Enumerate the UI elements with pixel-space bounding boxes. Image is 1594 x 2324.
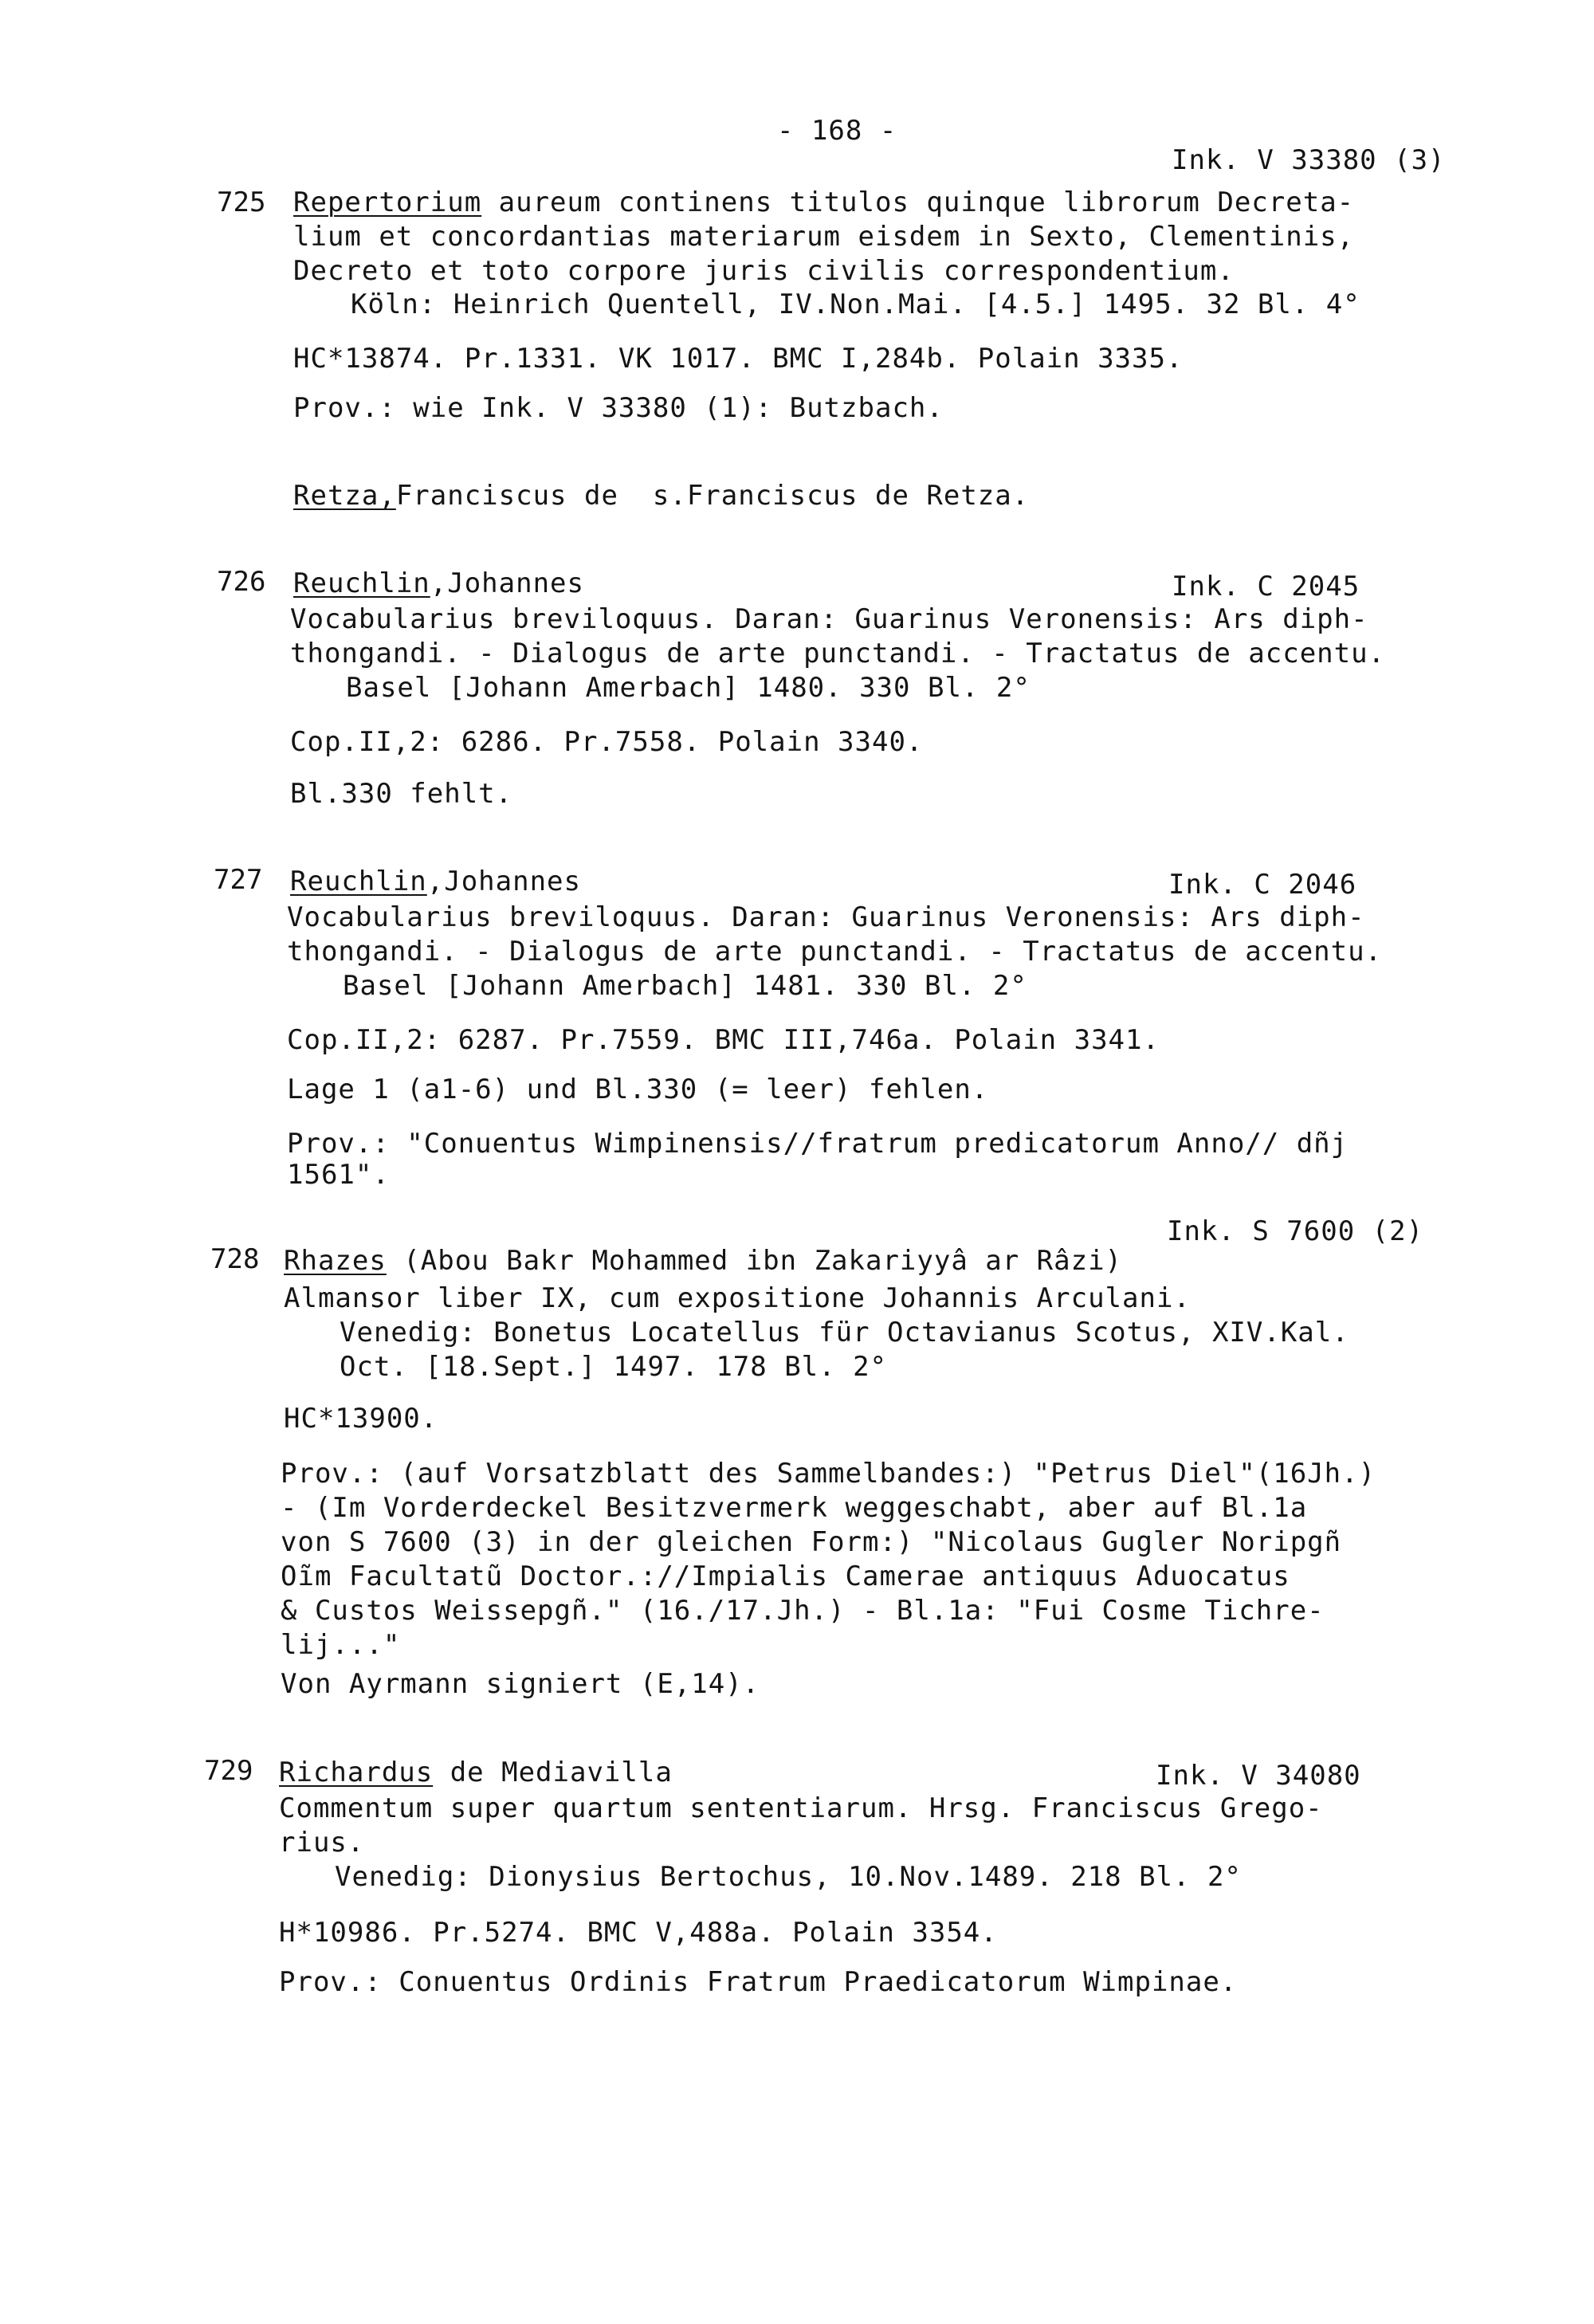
entry-provenance: Prov.: Conuentus Ordinis Fratrum Praedicatorum Wimpinae. [279,1966,1238,1998]
entry-heading: Reuchlin [290,866,427,897]
entry-heading: Richardus [279,1757,434,1788]
entry-provenance: 1561". [287,1159,390,1191]
entry-provenance: lij..." [281,1629,401,1661]
page-number: - 168 - [777,115,897,147]
entry-imprint: Basel [Johann Amerbach] 1481. 330 Bl. 2° [343,970,1027,1002]
entry-references: HC*13874. Pr.1331. VK 1017. BMC I,284b. Polain 3335. [293,343,1184,375]
entry-provenance: Prov.: (auf Vorsatzblatt des Sammelbandes:) "Petrus Diel"(16Jh.) [281,1458,1376,1490]
entry-heading: Repertorium [293,186,482,218]
entry-provenance: Prov.: wie Ink. V 33380 (1): Butzbach. [293,392,944,424]
entry-title-line: Vocabularius breviloquus. Daran: Guarinus Veronensis: Ars diph- [290,603,1368,635]
entry-provenance: Oĩm Facultatũ Doctor.://Impialis Camerae antiquus Aduocatus [281,1560,1290,1592]
entry-imprint: Venedig: Dionysius Bertochus, 10.Nov.1489. 218 Bl. 2° [335,1861,1242,1893]
entry-title-line: thongandi. - Dialogus de arte punctandi. - Tractatus de accentu. [290,638,1386,669]
entry-provenance: - (Im Vorderdeckel Besitzvermerk weggeschabt, aber auf Bl.1a [281,1492,1308,1524]
entry-number: 727 [214,864,263,896]
entry-heading-line: Rhazes (Abou Bakr Mohammed ibn Zakariyyâ ar Râzi) [284,1245,1123,1277]
entry-heading: Reuchlin [293,567,430,599]
entry-references: Cop.II,2: 6287. Pr.7559. BMC III,746a. Polain 3341. [287,1024,1160,1056]
entry-title-line: thongandi. - Dialogus de arte punctandi. - Tractatus de accentu. [287,936,1383,968]
entry-title-line: rius. [279,1827,365,1859]
entry-title-line: Vocabularius breviloquus. Daran: Guarinus Veronensis: Ars diph- [287,901,1365,933]
entry-imprint: Basel [Johann Amerbach] 1480. 330 Bl. 2° [346,672,1031,704]
entry-shelfmark: Ink. V 34080 [1156,1760,1361,1792]
entry-shelfmark: Ink. C 2046 [1168,869,1357,901]
entry-number: 728 [210,1243,260,1275]
entry-number: 729 [204,1755,253,1787]
entry-heading-line: Reuchlin,Johannes [293,567,584,599]
entry-number: 725 [217,186,266,218]
entry-note: Lage 1 (a1-6) und Bl.330 (= leer) fehlen. [287,1074,989,1105]
entry-title-line: lium et concordantias materiarum eisdem in Sexto, Clementinis, [293,221,1355,253]
entry-heading: Rhazes [284,1245,387,1277]
entry-provenance: Prov.: "Conuentus Wimpinensis//fratrum predicatorum Anno// dñj [287,1128,1349,1160]
cross-reference-heading: Retza, [293,480,396,512]
header-shelfmark: Ink. V 33380 (3) [1172,144,1446,176]
entry-title-line: Almansor liber IX, cum expositione Johannis Arculani. [284,1282,1191,1314]
entry-imprint: Venedig: Bonetus Locatellus für Octavianus Scotus, XIV.Kal. [340,1317,1349,1348]
entry-imprint: Oct. [18.Sept.] 1497. 178 Bl. 2° [340,1351,888,1383]
entry-note: Bl.330 fehlt. [290,778,513,810]
entry-provenance: von S 7600 (3) in der gleichen Form:) "Nicolaus Gugler Noripgñ [281,1526,1342,1558]
entry-shelfmark: Ink. S 7600 (2) [1167,1215,1424,1247]
cross-reference: Retza,Franciscus de s.Franciscus de Retza. [293,480,1030,512]
entry-number: 726 [217,566,266,598]
entry-imprint: Köln: Heinrich Quentell, IV.Non.Mai. [4.5.] 1495. 32 Bl. 4° [351,289,1360,320]
entry-title-line: Repertorium aureum continens titulos quinque librorum Decreta- [293,186,1355,218]
entry-heading-line: Reuchlin,Johannes [290,866,581,897]
entry-title-line: Commentum super quartum sententiarum. Hrsg. Franciscus Grego- [279,1792,1323,1824]
entry-shelfmark: Ink. C 2045 [1172,571,1360,603]
entry-references: H*10986. Pr.5274. BMC V,488a. Polain 3354. [279,1917,998,1949]
entry-provenance: & Custos Weissepgñ." (16./17.Jh.) - Bl.1a: "Fui Cosme Tichre- [281,1595,1325,1627]
entry-signature-note: Von Ayrmann signiert (E,14). [281,1668,760,1700]
entry-title-line: Decreto et toto corpore juris civilis correspondentium. [293,255,1235,287]
entry-heading-line: Richardus de Mediavilla [279,1757,673,1788]
entry-references: Cop.II,2: 6286. Pr.7558. Polain 3340. [290,726,924,758]
entry-references: HC*13900. [284,1403,438,1435]
